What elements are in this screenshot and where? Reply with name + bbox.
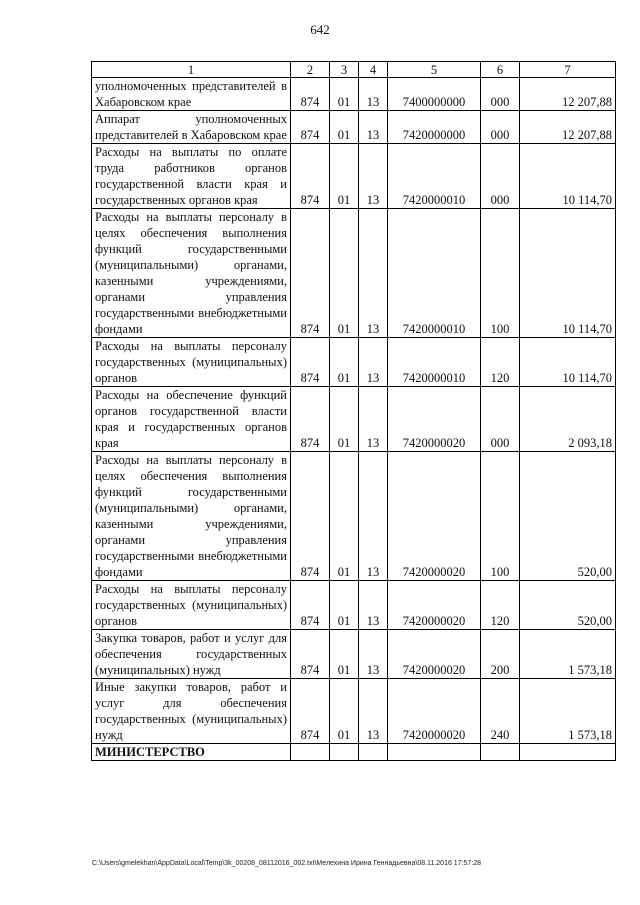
section-code: 01 — [330, 679, 359, 744]
expense-type: 100 — [481, 452, 520, 581]
column-header: 1 — [92, 62, 291, 78]
row-name: Закупка товаров, работ и услуг для обеспечения государственных (муниципальных) нужд — [92, 630, 291, 679]
section-code: 01 — [330, 581, 359, 630]
section-code: 01 — [330, 78, 359, 111]
column-header: 3 — [330, 62, 359, 78]
expense-type: 120 — [481, 338, 520, 387]
subsection-code: 13 — [359, 679, 388, 744]
expense-type: 240 — [481, 679, 520, 744]
expense-type: 100 — [481, 209, 520, 338]
header-row — [92, 62, 616, 78]
amount: 1 573,18 — [520, 630, 616, 679]
ministry-code: 874 — [291, 144, 330, 209]
expense-type: 120 — [481, 581, 520, 630]
row-name: Расходы на выплаты персоналу государственных (муниципальных) органов — [92, 581, 291, 630]
subsection-code: 13 — [359, 581, 388, 630]
section-code: 01 — [330, 452, 359, 581]
ministry-code: 874 — [291, 78, 330, 111]
table-row — [92, 111, 616, 144]
section-title: МИНИСТЕРСТВО — [92, 744, 291, 761]
subsection-code: 13 — [359, 111, 388, 144]
subsection-code: 13 — [359, 144, 388, 209]
subsection-code: 13 — [359, 78, 388, 111]
amount: 12 207,88 — [520, 111, 616, 144]
ministry-code: 874 — [291, 452, 330, 581]
target-article: 7420000010 — [388, 338, 481, 387]
expense-type: 000 — [481, 387, 520, 452]
amount: 10 114,70 — [520, 209, 616, 338]
amount: 1 573,18 — [520, 679, 616, 744]
table-row — [92, 144, 616, 209]
target-article: 7420000010 — [388, 209, 481, 338]
section-code — [330, 744, 359, 761]
target-article: 7420000020 — [388, 581, 481, 630]
target-article — [388, 744, 481, 761]
subsection-code: 13 — [359, 630, 388, 679]
column-header: 5 — [388, 62, 481, 78]
subsection-code: 13 — [359, 452, 388, 581]
row-name: Расходы на выплаты персоналу в целях обеспечения выполнения функций государственными (муниципальными) органами, казенными учреждениями, органами управления государственными внебюджетными фондами — [92, 209, 291, 338]
ministry-code: 874 — [291, 387, 330, 452]
row-name: Расходы на выплаты по оплате труда работников органов государственной власти края и государственных органов края — [92, 144, 291, 209]
section-code: 01 — [330, 387, 359, 452]
table-row — [92, 679, 616, 744]
subsection-code: 13 — [359, 209, 388, 338]
ministry-code: 874 — [291, 111, 330, 144]
table-row — [92, 581, 616, 630]
expense-type: 200 — [481, 630, 520, 679]
budget-table — [91, 61, 616, 761]
expense-type — [481, 744, 520, 761]
page-number: 642 — [310, 22, 330, 37]
target-article: 7420000020 — [388, 630, 481, 679]
column-header: 4 — [359, 62, 388, 78]
target-article: 7420000010 — [388, 144, 481, 209]
expense-type: 000 — [481, 144, 520, 209]
amount: 520,00 — [520, 452, 616, 581]
target-article: 7400000000 — [388, 78, 481, 111]
file-path-footer: C:\Users\gmelekhan\AppData\Local\Temp\3k_00208_08112016_002.txt\Мелехина Ирина Геннадьевна\08.11.2016 17:57:28 — [92, 860, 482, 867]
column-header: 6 — [481, 62, 520, 78]
amount: 2 093,18 — [520, 387, 616, 452]
row-name: уполномоченных представителей в Хабаровском крае — [92, 78, 291, 111]
row-name: Аппарат уполномоченных представителей в Хабаровском крае — [92, 111, 291, 144]
target-article: 7420000020 — [388, 679, 481, 744]
ministry-code — [291, 744, 330, 761]
table-row — [92, 78, 616, 111]
target-article: 7420000000 — [388, 111, 481, 144]
row-name: Расходы на обеспечение функций органов государственной власти края и государственных органов края — [92, 387, 291, 452]
ministry-code: 874 — [291, 581, 330, 630]
target-article: 7420000020 — [388, 452, 481, 581]
section-code: 01 — [330, 144, 359, 209]
column-header: 7 — [520, 62, 616, 78]
row-name: Иные закупки товаров, работ и услуг для обеспечения государственных (муниципальных) нужд — [92, 679, 291, 744]
subsection-code: 13 — [359, 387, 388, 452]
row-name: Расходы на выплаты персоналу государственных (муниципальных) органов — [92, 338, 291, 387]
table-row — [92, 452, 616, 581]
expense-type: 000 — [481, 111, 520, 144]
section-code: 01 — [330, 338, 359, 387]
section-code: 01 — [330, 630, 359, 679]
ministry-code: 874 — [291, 338, 330, 387]
expense-type: 000 — [481, 78, 520, 111]
section-code: 01 — [330, 209, 359, 338]
table-row — [92, 630, 616, 679]
amount: 12 207,88 — [520, 78, 616, 111]
table-row — [92, 387, 616, 452]
target-article: 7420000020 — [388, 387, 481, 452]
table-row-section — [92, 744, 616, 761]
ministry-code: 874 — [291, 679, 330, 744]
amount: 10 114,70 — [520, 338, 616, 387]
table-row — [92, 209, 616, 338]
subsection-code — [359, 744, 388, 761]
amount: 10 114,70 — [520, 144, 616, 209]
ministry-code: 874 — [291, 209, 330, 338]
amount: 520,00 — [520, 581, 616, 630]
section-code: 01 — [330, 111, 359, 144]
column-header: 2 — [291, 62, 330, 78]
ministry-code: 874 — [291, 630, 330, 679]
amount — [520, 744, 616, 761]
table-row — [92, 338, 616, 387]
subsection-code: 13 — [359, 338, 388, 387]
row-name: Расходы на выплаты персоналу в целях обеспечения выполнения функций государственными (муниципальными) органами, казенными учреждениями, органами управления государственными внебюджетными фондами — [92, 452, 291, 581]
